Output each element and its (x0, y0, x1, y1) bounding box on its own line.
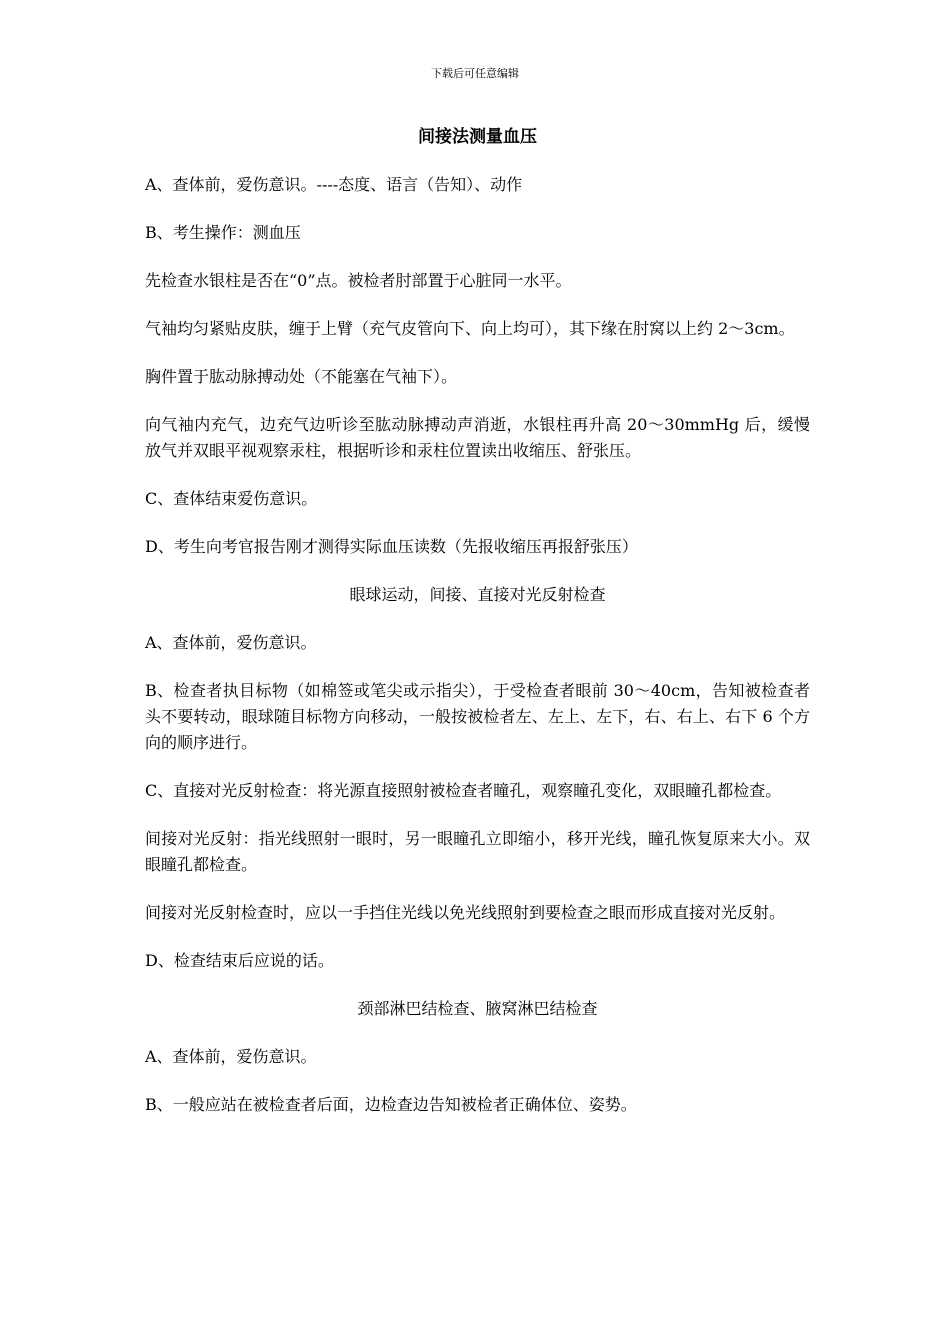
paragraph: A、查体前，爱伤意识。----态度、语言（告知）、动作 (145, 175, 523, 194)
page-header: 下载后可任意编辑 (431, 67, 519, 80)
paragraph: C、直接对光反射检查：将光源直接照射被检查者瞳孔，观察瞳孔变化，双眼瞳孔都检查。 (145, 781, 782, 800)
paragraph: B、考生操作：测血压 (145, 223, 301, 242)
paragraph: D、检查结束后应说的话。 (145, 951, 334, 970)
section-title-blood-pressure: 间接法测量血压 (418, 127, 537, 147)
paragraph: B、一般应站在被检查者后面，边检查边告知被检者正确体位、姿势。 (145, 1095, 637, 1114)
paragraph: A、查体前，爱伤意识。 (145, 1047, 317, 1066)
paragraph: 间接对光反射检查时，应以一手挡住光线以免光线照射到要检查之眼而形成直接对光反射。 (145, 903, 786, 922)
paragraph: C、查体结束爱伤意识。 (145, 489, 318, 508)
document-body (145, 124, 810, 1140)
paragraph: D、考生向考官报告刚才测得实际血压读数（先报收缩压再报舒张压） (145, 537, 638, 556)
paragraph: 先检查水银柱是否在“0”点。被检者肘部置于心脏同一水平。 (145, 271, 572, 290)
paragraph: 气袖均匀紧贴皮肤，缠于上臂（充气皮管向下、向上均可），其下缘在肘窝以上约 2～3cm。 (145, 319, 795, 338)
paragraph: 胸件置于肱动脉搏动处（不能塞在气袖下）。 (145, 367, 458, 386)
paragraph: 间接对光反射：指光线照射一眼时，另一眼瞳孔立即缩小，移开光线，瞳孔恢复原来大小。双眼瞳孔都检查。 (145, 829, 810, 874)
paragraph: B、检查者执目标物（如棉签或笔尖或示指尖），于受检查者眼前 30～40cm，告知被检查者头不要转动，眼球随目标物方向移动，一般按被检者左、左上、左下，右、右上、右下 6 个方向的顺序进行。 (145, 681, 810, 752)
section-title-lymph-node-exam: 颈部淋巴结检查、腋窝淋巴结检查 (357, 999, 598, 1018)
paragraph: A、查体前，爱伤意识。 (145, 633, 317, 652)
paragraph: 向气袖内充气，边充气边听诊至肱动脉搏动声消逝，水银柱再升高 20～30mmHg 后，缓慢放气并双眼平视观察汞柱，根据听诊和汞柱位置读出收缩压、舒张压。 (145, 415, 810, 460)
section-title-eye-exam: 眼球运动，间接、直接对光反射检查 (349, 585, 606, 604)
